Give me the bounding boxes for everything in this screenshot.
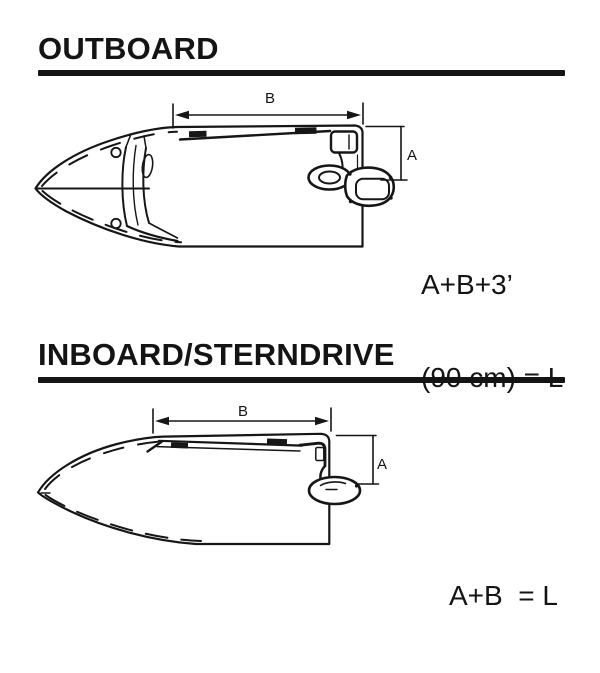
outboard-boat-diagram [30, 90, 425, 275]
deck-circle [111, 148, 120, 157]
inboard-sterndrive-heading: INBOARD/STERNDRIVE [38, 337, 395, 372]
inboard-sterndrive-boat-diagram [30, 400, 425, 565]
outdrive [309, 477, 360, 504]
outboard-formula [421, 207, 563, 455]
dimension-b-arrow [173, 90, 363, 128]
cleat-mark [189, 131, 207, 137]
dimension-b-arrow [153, 403, 331, 433]
motor-well [331, 132, 357, 153]
dimension-b-label: B [237, 403, 249, 420]
outboard-heading: OUTBOARD [38, 31, 219, 66]
dimension-b-label: B [264, 90, 276, 107]
cleat-mark [267, 438, 287, 444]
inboard-heading-rule [38, 377, 565, 383]
cleat-mark [295, 127, 317, 134]
dimension-a-label: A [407, 147, 418, 164]
inboard-formula [449, 518, 558, 673]
formula-line: A+B+3’ [421, 269, 513, 300]
formula-line: A+B = L [449, 580, 558, 611]
dimension-a-label: A [377, 456, 388, 473]
deck-circle [111, 219, 120, 228]
outboard-heading-rule [38, 70, 565, 76]
cleat-mark [171, 442, 188, 448]
